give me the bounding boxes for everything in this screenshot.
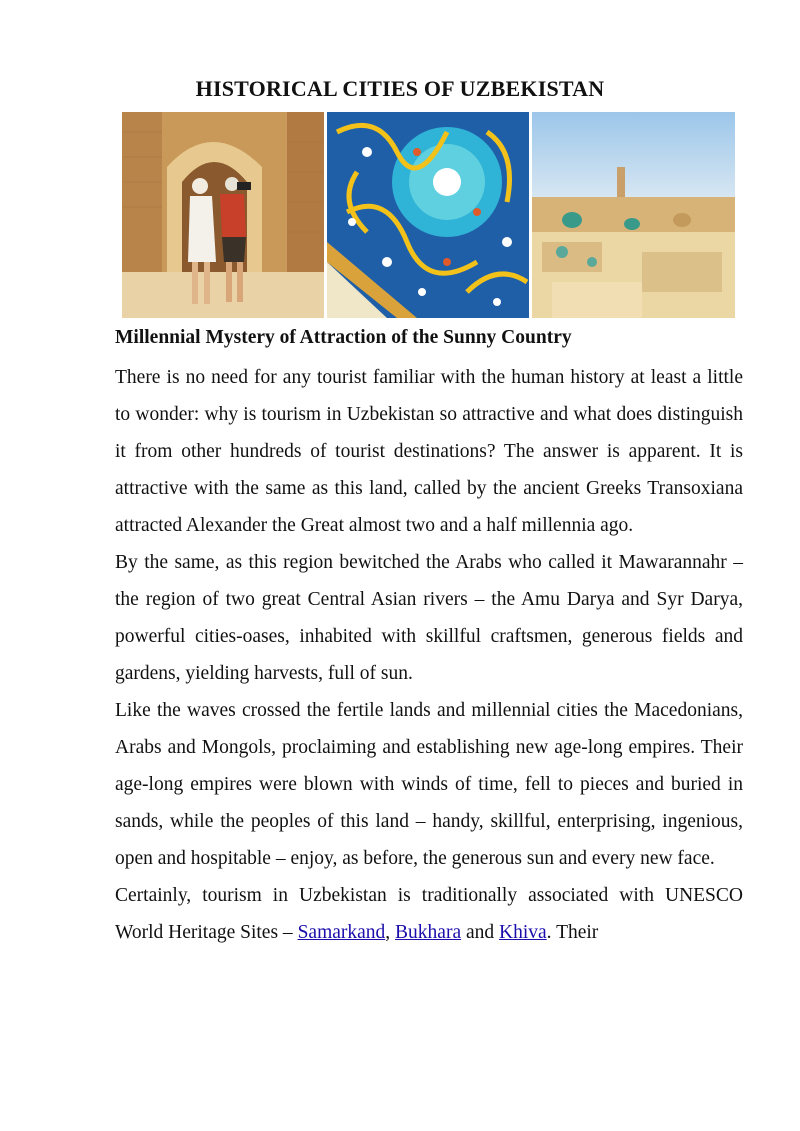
body-text	[115, 359, 743, 951]
blue-mosaic-tilework-photo	[327, 112, 529, 318]
paragraph-text: . Their	[546, 922, 599, 943]
separator-text: ,	[385, 922, 396, 943]
section-heading: Millennial Mystery of Attraction of the Sunny Country	[115, 327, 572, 348]
page-title: HISTORICAL CITIES OF UZBEKISTAN	[195, 76, 605, 101]
samarkand-link[interactable]: Samarkand	[297, 922, 386, 943]
separator-text: and	[461, 922, 500, 943]
paragraph-with-links	[115, 877, 743, 951]
header-image-strip	[122, 112, 735, 318]
bukhara-link[interactable]: Bukhara	[395, 922, 462, 943]
khiva-link[interactable]: Khiva	[499, 922, 547, 943]
paragraph: There is no need for any tourist familiar with the human history at least a little to wonder: why is tourism in Uzbekistan so attractive and what does distinguish it from other hundreds of tourist destinations? The answer is apparent. It is attractive with the same as this land, called by the ancient Greeks Transoxiana attracted Alexander the Great almost two and a half millennia ago.	[115, 367, 743, 536]
tourists-in-arched-courtyard-photo	[122, 112, 324, 318]
paragraph: By the same, as this region bewitched the Arabs who called it Mawarannahr – the region of two great Central Asian rivers – the Amu Darya and Syr Darya, powerful cities-oases, inhabited with skillful craftsmen, generous fields and gardens, yielding harvests, full of sun.	[115, 552, 743, 684]
old-city-panorama-photo	[532, 112, 735, 318]
paragraph: Like the waves crossed the fertile lands and millennial cities the Macedonians, Arabs and Mongols, proclaiming and establishing new age-long empires. Their age-long empires were blown with winds of time, fell to pieces and buried in sands, while the peoples of this land – handy, skillful, enterprising, ingenious, open and hospitable – enjoy, as before, the generous sun and every new face.	[115, 700, 743, 869]
paragraph-text: Certainly, tourism in Uzbekistan is traditionally associated with UNESCO World Heritage Sites –	[115, 885, 743, 943]
